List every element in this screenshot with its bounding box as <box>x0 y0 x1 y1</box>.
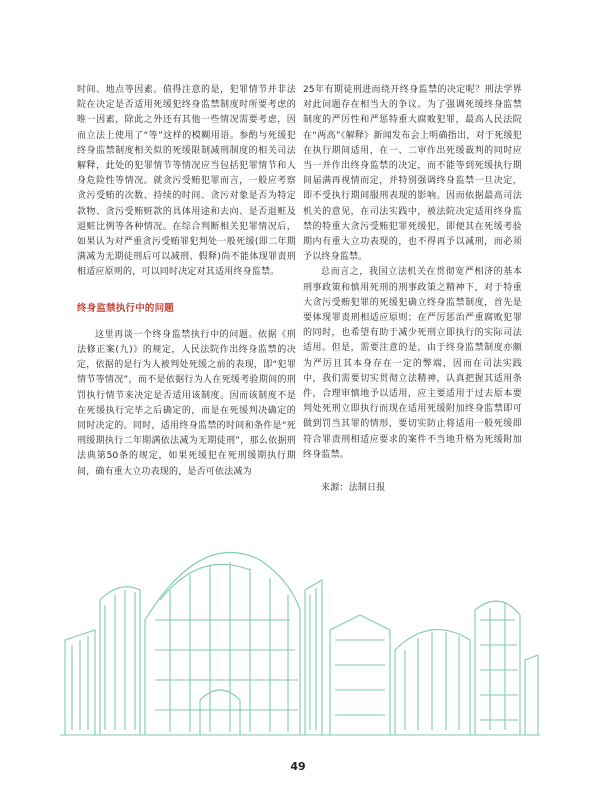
city-buildings-outline-icon <box>60 520 540 740</box>
section-heading: 终身监禁执行中的问题 <box>77 302 175 314</box>
left-paragraph-2: 这里再谈一个终身监禁执行中的问题。依据《刑法修正案(九)》的规定，人民法院作出终身监禁的决定，依据的是行为人被判处死缓之前的表现，即“犯罪情节等情况”，而不是依据行为人在死缓考验期间的刑罚执行情节来决定是否适用该制度。因而该制度不是在死缓执行完毕之后确定的，而是在死缓判决确定的同时决定的。同时，适用终身监禁的时间和条件是“死刑缓期执行二年期满依法减为无期徒刑”，那么依据刑法典第50条的规定，如果死缓犯在死刑缓期执行期间，确有重大立功表现的，是否可依法减为 <box>77 329 296 477</box>
right-paragraph-2: 总而言之，我国立法机关在贯彻宽严相济的基本刑事政策和慎用死刑的刑事政策之精神下，对于特重大贪污受贿犯罪的死缓犯确立终身监禁制度，首先是要体现罪责刑相适应原则；在严厉惩治严重腐败犯罪的同时，也希望有助于减少死刑立即执行的实际司法适用。但是，需要注意的是，由于终身监禁制度亦颇为严厉且其本身存在一定的弊端，因而在司法实践中，我们需要切实贯彻立法精神，认真把握其适用条件，合理审慎地予以适用，应主要适用于过去原本要判处死刑立即执行而现在适用死缓附加终身监禁即可做到罚当其罪的情形，要切实防止将适用一般死缓即符合罪责刑相适应要求的案件不当地升格为死缓附加终身监禁。 <box>303 267 522 460</box>
page-number: 49 <box>290 760 306 773</box>
source-credit: 来源：法制日报 <box>321 483 386 494</box>
left-paragraph-1: 时间、地点等因素。值得注意的是，犯罪情节并非法院在决定是否适用死缓犯终身监禁制度时所要考虑的唯一因素，除此之外还有其他一些情况需要考虑，因而立法上使用了“等”这样的模糊用语。参酌与死缓犯终身监禁制度相关似的死缓限制减刑制度的相关司法解释，此处的犯罪情节等情况应当包括犯罪情节和人身危险性等情况。就贪污受贿犯罪而言，一般应考察贪污受贿的次数、持续的时间、贪污对象是否为特定款物、贪污受贿赃款的具体用途和去向、是否退赃及退赃比例等各种情况。在综合判断相关犯罪情况后，如果认为对严重贪污受贿罪犯判处一般死缓(即二年期满减为无期徒刑后可以减刑、假释)尚不能体现罪责刑相适应原则的，可以同时决定对其适用终身监禁。 <box>77 85 296 278</box>
left-column <box>77 83 296 480</box>
right-column <box>303 83 522 496</box>
right-paragraph-1: 25年有期徒刑进而绕开终身监禁的决定呢？刑法学界对此问题存在相当大的争议。为了强调死缓终身监禁制度的严厉性和严惩特重大腐败犯罪，最高人民法院在“两高”《解释》新闻发布会上明确指出，对于死缓犯在执行期间适用，在一、二审作出死缓裁判的同时应当一并作出终身监禁的决定，而不能等到死缓执行期间届满再视情而定，并特别强调终身监禁一旦决定，即不受执行期间服刑表现的影响。因而依据最高司法机关的意见，在司法实践中，被法院决定适用终身监禁的特重大贪污受贿犯罪死缓犯，即便其在死缓考验期内有重大立功表现的，也不得再予以减刑，而必须予以终身监禁。 <box>303 85 522 263</box>
